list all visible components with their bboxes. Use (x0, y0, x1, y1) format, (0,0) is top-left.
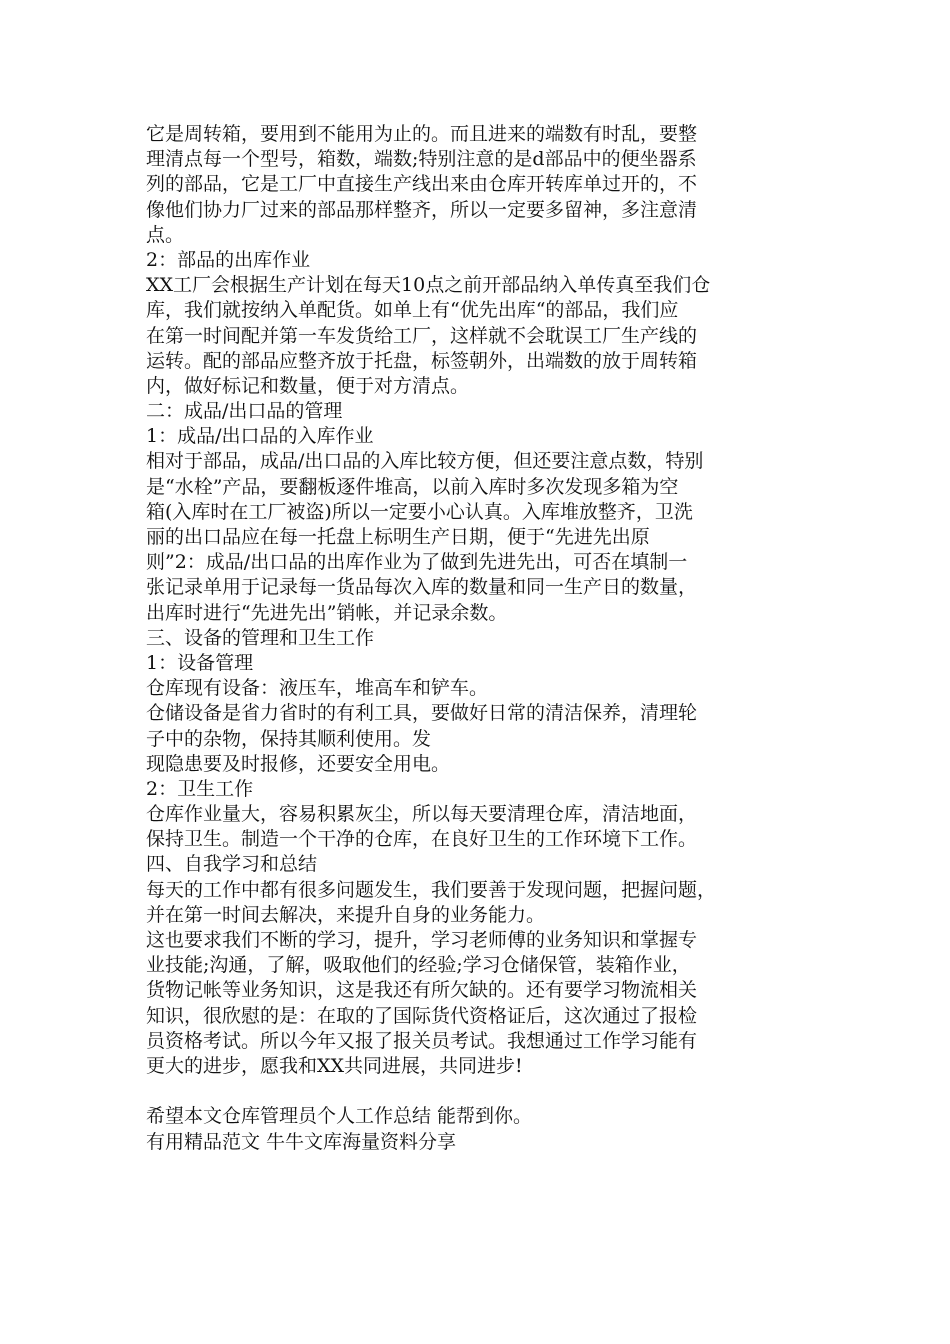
section-heading: 四、自我学习和总结 (146, 853, 318, 876)
text-line: 仓库作业量大，容易积累灰尘，所以每天要清理仓库，清洁地面， (146, 803, 698, 826)
text-line: XX工厂会根据生产计划在每天10点之前开部品纳入单传真至我们仓 (146, 274, 711, 297)
text-line: 理清点每一个型号，箱数，端数;特别注意的是d部品中的便坐器系 (146, 148, 697, 171)
section-heading: 1：成品/出口品的入库作业 (146, 425, 374, 448)
text-line: 运转。配的部品应整齐放于托盘，标签朝外，出端数的放于周转箱 (146, 349, 698, 372)
section-heading: 1：设备管理 (146, 651, 254, 674)
text-line: 更大的进步，愿我和XX共同进展，共同进步! (146, 1054, 523, 1077)
text-line: 在第一时间配并第一车发货给工厂，这样就不会耽误工厂生产线的 (146, 324, 698, 347)
text-line: 子中的杂物，保持其顺利使用。发 (146, 727, 432, 750)
section-heading: 2：卫生工作 (146, 777, 254, 800)
text-line: 它是周转箱，要用到不能用为止的。而且进来的端数有时乱，要整 (146, 123, 698, 145)
text-line: 像他们协力厂过来的部品那样整齐，所以一定要多留神，多注意清 (146, 198, 698, 221)
text-line: 这也要求我们不断的学习，提升，学习老师傅的业务知识和掌握专 (146, 929, 698, 951)
closing-text (146, 1104, 810, 1154)
section-heading: 二：成品/出口品的管理 (146, 400, 343, 423)
closing-line: 有用精品范文 牛牛文库海量资料分享 (146, 1130, 457, 1153)
text-line: 张记录单用于记录每一货品每次入库的数量和同一生产日的数量， (146, 576, 698, 599)
text-line: 员资格考试。所以今年又报了报关员考试。我想通过工作学习能有 (146, 1029, 698, 1052)
text-line: 知识，很欣慰的是：在取的了国际货代资格证后，这次通过了报检 (146, 1004, 698, 1027)
text-line: 内，做好标记和数量，便于对方清点。 (146, 374, 470, 397)
text-line: 保持卫生。制造一个干净的仓库，在良好卫生的工作环境下工作。 (146, 828, 698, 851)
blank-line (146, 1079, 810, 1104)
closing-line: 希望本文仓库管理员个人工作总结 能帮到你。 (146, 1105, 533, 1128)
text-line: 业技能;沟通，了解，吸取他们的经验;学习仓储保管，装箱作业， (146, 954, 691, 977)
text-line: 箱(入库时在工厂被盗)所以一定要小心认真。入库堆放整齐，卫洗 (146, 500, 693, 523)
text-line: 并在第一时间去解决，来提升自身的业务能力。 (146, 903, 546, 926)
section-heading: 2：部品的出库作业 (146, 248, 311, 271)
body-text (146, 122, 810, 1079)
text-line: 每天的工作中都有很多问题发生，我们要善于发现问题，把握问题， (146, 878, 717, 901)
text-line: 是“水栓”产品，要翻板逐件堆高，以前入库时多次发现多箱为空 (146, 475, 679, 498)
document-page (146, 122, 810, 1155)
text-line: 则”2：成品/出口品的出库作业为了做到先进先出，可否在填制一 (146, 551, 688, 574)
text-line: 仓储设备是省力省时的有利工具，要做好日常的清洁保养，清理轮 (146, 702, 698, 725)
text-line: 相对于部品，成品/出口品的入库比较方便，但还要注意点数，特别 (146, 450, 704, 473)
text-line: 货物记帐等业务知识，这是我还有所欠缺的。还有要学习物流相关 (146, 979, 698, 1002)
text-line: 列的部品，它是工厂中直接生产线出来由仓库开转库单过开的，不 (146, 173, 698, 196)
text-line: 仓库现有设备：液压车，堆高车和铲车。 (146, 677, 489, 700)
text-line: 库，我们就按纳入单配货。如单上有“优先出库“的部品，我们应 (146, 299, 679, 322)
text-line: 点。 (146, 223, 185, 246)
text-line: 丽的出口品应在每一托盘上标明生产日期，便于“先进先出原 (146, 526, 650, 548)
text-line: 出库时进行“先进先出”销帐，并记录余数。 (146, 601, 508, 624)
text-line: 现隐患要及时报修，还要安全用电。 (146, 752, 451, 775)
section-heading: 三、设备的管理和卫生工作 (146, 626, 375, 649)
